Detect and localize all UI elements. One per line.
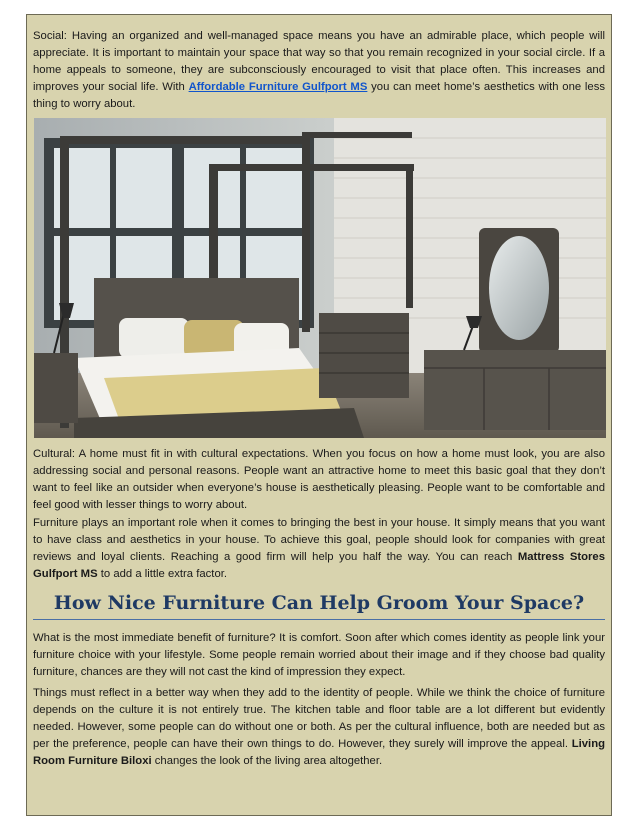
paragraph-social <box>33 28 605 113</box>
paragraph-text: to add a little extra factor. <box>97 568 227 580</box>
paragraph-text: Things must reflect in a better way when they add to the identity of people. While we think the choice of furniture depends on the culture it is not entirely true. The kitchen table and floor table are a lot different but evidently needed. However, some people can do without one or both. As per the cultural influence, both are needed but as per the preference, people can have their own things to do. However, they surely will improve the appeal. <box>33 687 605 750</box>
section-heading: How Nice Furniture Can Help Groom Your Space? <box>53 592 585 614</box>
paragraph-text: you can meet home’s aesthetics with one less thing to worry about. <box>33 81 605 110</box>
paragraph-text: Social: Having an organized and well-managed space means you have an admirable place, which people will appreciate. It is important to maintain your space that way so that you remain recognized in your social circle. If a home appeals to someone, they are subconsciously encouraged to visit that place often. This increases and improves your social life. With <box>33 30 605 93</box>
paragraph-cultural: Cultural: A home must fit in with cultural expectations. When you focus on how a home must look, you are also addressing social and personal reasons. People want an attractive home to meet this basic goal that they don’t want to feel like an outsider when everyone’s house is aesthetically pleasing. People want to be comfortable and feel good with lesser things to worry about. <box>33 448 605 511</box>
mattress-stores-keyword: Mattress Stores Gulfport MS <box>33 551 605 580</box>
bedroom-furniture-photo <box>34 118 606 438</box>
heading-underline <box>33 619 605 620</box>
affordable-furniture-link[interactable]: Affordable Furniture Gulfport MS <box>188 81 368 93</box>
living-room-furniture-keyword: Living Room Furniture Biloxi <box>33 738 605 767</box>
paragraph-text: changes the look of the living area altogether. <box>151 755 383 767</box>
paragraph-benefit: What is the most immediate benefit of furniture? It is comfort. Soon after which comes identity as people link your furniture choice with your lifestyle. Some people remain worried about their image and if they choose bad quality furniture, chances are they will not cast the kind of impression they expect. <box>33 632 605 678</box>
paragraph-text: Furniture plays an important role when it comes to bringing the best in your house. It simply means that you want to have class and aesthetics in your house. To achieve this goal, people should look for companies with great reviews and loyal clients. Reaching a good firm will help you half the way. You can reach <box>33 517 605 563</box>
paragraph-furniture <box>33 515 605 583</box>
paragraph-identity <box>33 685 605 770</box>
